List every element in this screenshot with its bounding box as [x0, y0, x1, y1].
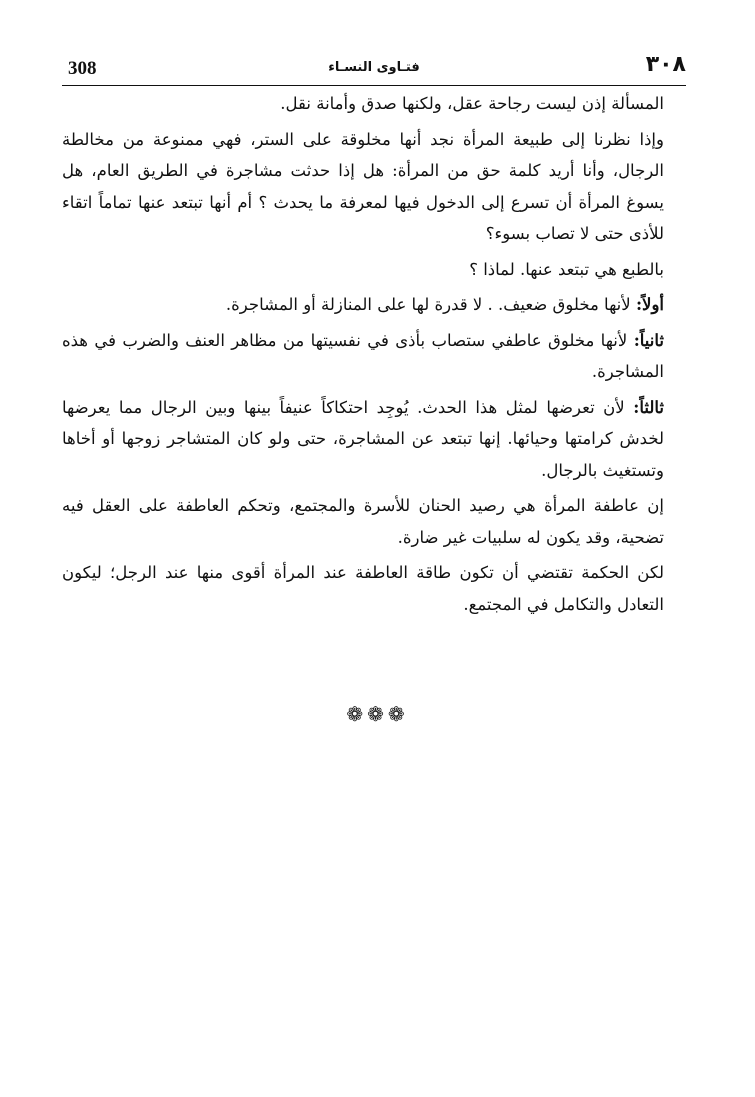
body-text [62, 88, 686, 624]
paragraph [62, 124, 686, 250]
paragraph-text: لكن الحكمة تقتضي أن تكون طاقة العاطفة عند المرأة أقوى منها عند الرجل؛ ليكون التعادل والتكامل في المجتمع. [62, 563, 664, 614]
paragraph-text: المسألة إذن ليست رجاحة عقل، ولكنها صدق وأمانة نقل. [280, 94, 664, 113]
paragraph-text: وإذا نظرنا إلى طبيعة المرأة نجد أنها مخلوقة على الستر، فهي ممنوعة من مخالطة الرجال، وأنا أريد كلمة حق من المرأة: هل إذا حدثت مشاجرة في الطريق العام، هل يسوغ المرأة أن تسرع إلى الدخول فيها لمعرفة ما يحدث ؟ أم أنها تبتعد عنها تماماً اتقاء للأذى حتى لا تصاب بسوء؟ [62, 129, 664, 243]
paragraph [62, 557, 686, 620]
paragraph-lead: أولاً: [635, 295, 664, 314]
paragraph-text: بالطبع هي تبتعد عنها. لماذا ؟ [469, 259, 664, 279]
section-ornament: ❁❁❁ [346, 702, 409, 726]
paragraph-text: لأنها مخلوق عاطفي ستصاب بأذى في نفسيتها من مظاهر العنف والضرب في هذه المشاجرة. [62, 330, 664, 381]
paragraph-lead: ثانياً: [633, 330, 664, 350]
paragraph [62, 392, 686, 487]
page-header [62, 52, 686, 86]
page-number-latin: 308 [68, 58, 97, 79]
paragraph [62, 325, 686, 388]
paragraph [62, 88, 686, 120]
page-number-arabic: ٣٠٨ [645, 52, 686, 77]
paragraph-lead: ثالثاً: [633, 397, 664, 417]
paragraph-text: لأنها مخلوق ضعيف. . لا قدرة لها على المنازلة أو المشاجرة. [225, 295, 636, 314]
paragraph [62, 254, 686, 286]
paragraph-text: إن عاطفة المرأة هي رصيد الحنان للأسرة والمجتمع، وتحكم العاطفة على العقل فيه تضحية، وقد يكون له سلبيات غير ضارة. [62, 496, 664, 547]
paragraph-text: لأن تعرضها لمثل هذا الحدث. يُوجِد احتكاكاً عنيفاً بينها وبين الرجال مما يعرضها لخدش كرامتها وحيائها. إنها تبتعد عن المشاجرة، حتى ولو كان المتشاجر زوجها أو أخاها وتستغيث بالرجال. [62, 397, 664, 480]
running-title: فتـاوى النسـاء [328, 60, 420, 75]
paragraph [62, 289, 686, 321]
header-rule [62, 85, 686, 86]
paragraph [62, 490, 686, 553]
